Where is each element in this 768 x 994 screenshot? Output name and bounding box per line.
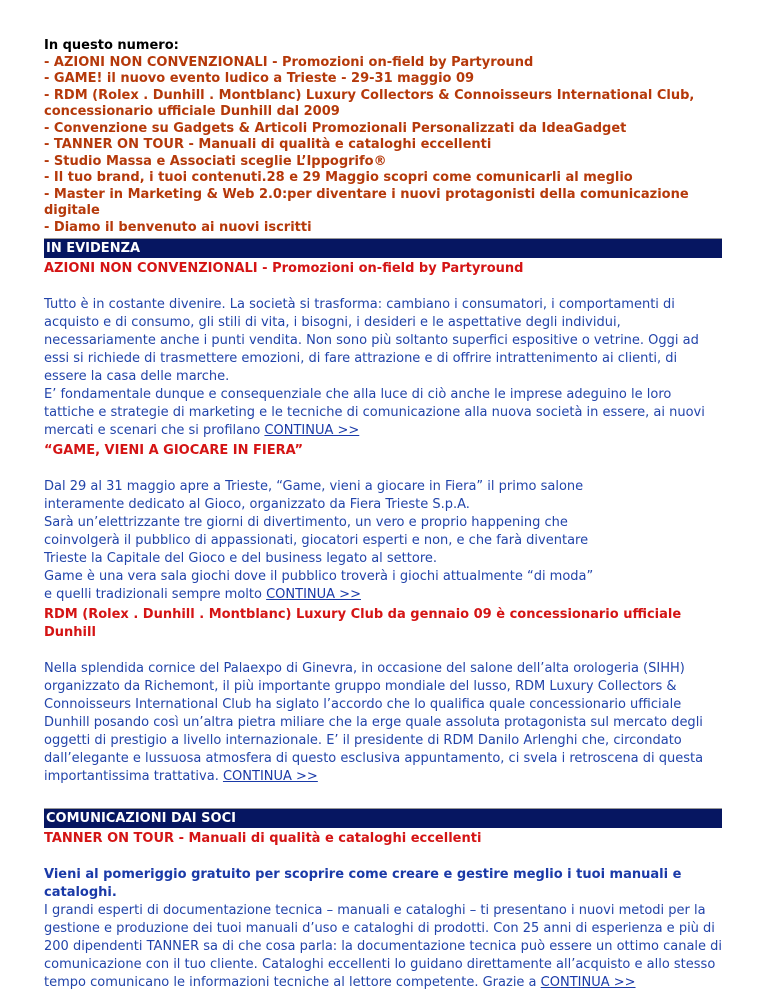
article-text: Nella splendida cornice del Palaexpo di Ginevra, in occasione del salone dell’alta orologeria (SIHH) organizzato da Richemont, il più importante gruppo mondiale del lusso, RDM Luxury Collectors & Connoisseurs International Club ha siglato l’accordo che lo qualifica quale concessionario ufficiale Dunhill posando così un’altra pietra miliare che la erge quale assoluta protagonista sul mercato degli oggetti di prestigio a livello internazionale. E’ il presidente di RDM Danilo Arlenghi che, circondato dall’elegante e lussuosa atmosfera di questo esclusiva appuntamento, ci svela i retroscena di questa importantissima trattativa.	[44, 661, 704, 784]
toc-item[interactable]: - Diamo il benvenuto ai nuovi iscritti	[44, 219, 312, 235]
article-line: Sarà un’elettrizzante tre giorni di divertimento, un vero e proprio happening che	[44, 515, 568, 530]
article-paragraph	[44, 478, 722, 604]
article-text: E’ fondamentale dunque e consequenziale che alla luce di ciò anche le imprese adeguino le loro tattiche e strategie di marketing e le tecniche di comunicazione alla nuova società in essere, ai nuovi mercati e scenari che si profilano	[44, 387, 705, 438]
toc-item[interactable]: - GAME! il nuovo evento ludico a Trieste - 29-31 maggio 09	[44, 71, 475, 86]
article-paragraph	[44, 660, 722, 786]
article-line: Game è una vera sala giochi dove il pubblico troverà i giochi attualmente “di moda”	[44, 569, 594, 584]
article-line: interamente dedicato al Gioco, organizzato da Fiera Trieste S.p.A.	[44, 497, 470, 512]
toc-item[interactable]: - TANNER ON TOUR - Manuali di qualità e cataloghi eccellenti	[44, 137, 492, 152]
section-header-in-evidenza: IN EVIDENZA	[44, 238, 722, 258]
article-line: Trieste la Capitale del Gioco e del business legato al settore.	[44, 551, 438, 566]
article-line: coinvolgerà il pubblico di appassionati, giocatori esperti e non, e che farà diventare	[44, 533, 589, 548]
continua-link[interactable]: CONTINUA >>	[266, 587, 361, 602]
table-of-contents	[44, 38, 722, 236]
article-text: e quelli tradizionali sempre molto	[44, 587, 262, 602]
toc-item[interactable]: - Convenzione su Gadgets & Articoli Promozionali Personalizzati da IdeaGadget	[44, 120, 627, 136]
toc-item[interactable]: - Il tuo brand, i tuoi contenuti.28 e 29 Maggio scopri come comunicarli al meglio	[44, 170, 633, 185]
article-title: TANNER ON TOUR - Manuali di qualità e cataloghi eccellenti	[44, 831, 482, 846]
toc-item[interactable]: - Master in Marketing & Web 2.0:per diventare i nuovi protagonisti della comunicazione digitale	[44, 186, 689, 218]
continua-link[interactable]: CONTINUA >>	[222, 769, 318, 784]
continua-link[interactable]: CONTINUA >>	[540, 975, 636, 990]
section-header-comunicazioni-dai-soci: COMUNICAZIONI DAI SOCI	[44, 808, 722, 828]
article-title: “GAME, VIENI A GIOCARE IN FIERA”	[44, 443, 304, 458]
article-paragraph	[44, 902, 722, 992]
toc-item[interactable]: - Studio Massa e Associati sceglie L’Ippogrifo®	[44, 153, 387, 169]
article-title: RDM (Rolex . Dunhill . Montblanc) Luxury Club da gennaio 09 è concessionario ufficiale Dunhill	[44, 607, 682, 640]
article-title: AZIONI NON CONVENZIONALI - Promozioni on-field by Partyround	[44, 261, 524, 276]
article-paragraph: Tutto è in costante divenire. La società si trasforma: cambiano i consumatori, i comportamenti di acquisto e di consumo, gli stili di vita, i bisogni, i desideri e le aspettative degli individui, necessariamente anche i punti vendita. Non sono più soltanto superfici espositive o vetrine. Oggi ad essi si richiede di trasmettere emozioni, di fare attrazione e di offrire intrattenimento ai clienti, di essere la casa delle marche.	[44, 297, 699, 384]
article-paragraph	[44, 386, 722, 440]
article-subtitle: Vieni al pomeriggio gratuito per scoprire come creare e gestire meglio i tuoi manuali e cataloghi.	[44, 867, 682, 900]
newsletter	[44, 0, 722, 992]
toc-item[interactable]: - RDM (Rolex . Dunhill . Montblanc) Luxury Collectors & Connoisseurs International Club, concessionario ufficiale Dunhill dal 2009	[44, 87, 695, 119]
toc-title: In questo numero:	[44, 38, 179, 53]
article-text: I grandi esperti di documentazione tecnica – manuali e cataloghi – ti presentano i nuovi metodi per la gestione e produzione dei tuoi manuali d’uso e cataloghi di prodotti. Con 25 anni di esperienza e più di 200 dipendenti TANNER sa di che cosa parla: la documentazione tecnica può essere un ottimo canale di comunicazione con il tuo cliente. Cataloghi eccellenti lo guidano direttamente all’acquisto e allo stesso tempo comunicano le informazioni tecniche al lettore competente. Grazie a	[44, 903, 723, 990]
article-line	[44, 586, 722, 604]
continua-link[interactable]: CONTINUA >>	[264, 423, 360, 438]
toc-item[interactable]: - AZIONI NON CONVENZIONALI - Promozioni on-field by Partyround	[44, 54, 534, 70]
article-line: Dal 29 al 31 maggio apre a Trieste, “Game, vieni a giocare in Fiera” il primo salone	[44, 479, 584, 494]
